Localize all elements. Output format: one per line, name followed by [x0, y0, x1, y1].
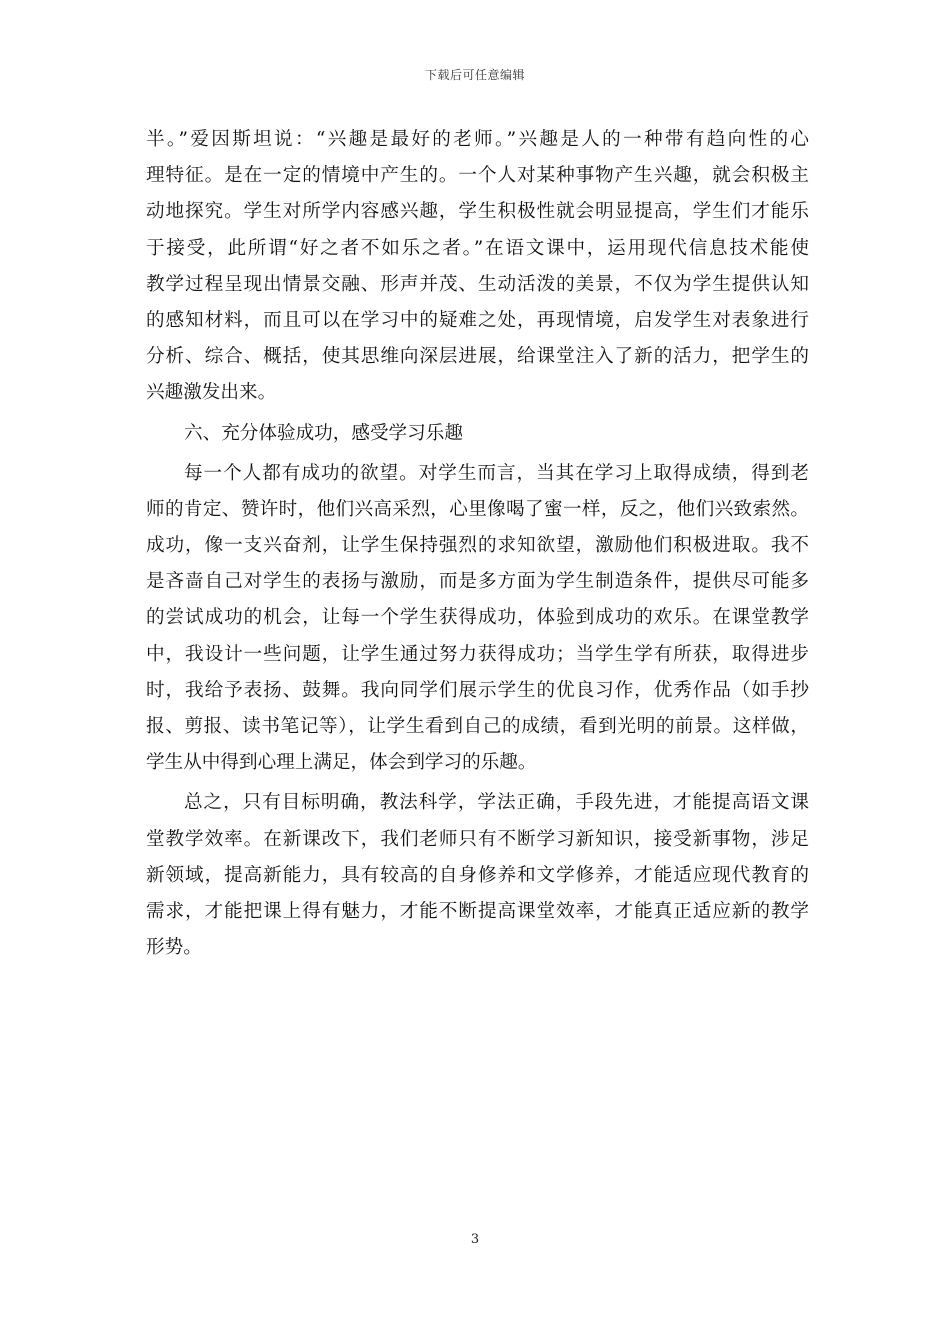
- document-body: [146, 122, 809, 966]
- text-line: 总之，只有目标明确，教法科学，学法正确，手段先进，才能提高语文课: [184, 792, 809, 814]
- text-line: 报、剪报、读书笔记等），让学生看到自己的成绩，看到光明的前景。这样做，: [146, 716, 809, 737]
- text-line: 时，我给予表扬、鼓舞。我向同学们展示学生的优良习作，优秀作品（如手抄: [146, 679, 809, 701]
- text-line: 学生从中得到心理上满足，体会到学习的乐趣。: [146, 752, 537, 774]
- text-line: 理特征。是在一定的情境中产生的。一个人对某种事物产生兴趣，就会积极主: [146, 165, 809, 187]
- page-number: 3: [470, 1232, 480, 1247]
- section-heading: 六、充分体验成功，感受学习乐趣: [184, 422, 463, 444]
- text-line: 兴趣激发出来。: [146, 382, 277, 404]
- text-line: 教学过程呈现出情景交融、形声并茂、生动活泼的美景，不仅为学生提供认知: [146, 273, 809, 295]
- text-line: 是吝啬自己对学生的表扬与激励，而是多方面为学生制造条件，提供尽可能多: [146, 571, 809, 593]
- text-line: 分析、综合、概括，使其思维向深层进展，给课堂注入了新的活力，把学生的: [146, 346, 809, 368]
- paragraph-success: [146, 456, 809, 782]
- text-line: 形势。: [146, 937, 202, 959]
- text-line: 中，我设计一些问题，让学生通过努力获得成功；当学生学有所获，取得进步: [146, 643, 809, 665]
- text-line: 新领域，提高新能力，具有较高的自身修养和文学修养，才能适应现代教育的: [146, 864, 809, 886]
- text-line: 半。”爱因斯坦说：“兴趣是最好的老师。”兴趣是人的一种带有趋向性的心: [146, 129, 809, 150]
- text-line: 堂教学效率。在新课改下，我们老师只有不断学习新知识，接受新事物，涉足: [146, 828, 809, 850]
- paragraph-interest: [146, 122, 809, 412]
- page-header: 下载后可任意编辑: [424, 68, 525, 82]
- text-line: 师的肯定、赞许时，他们兴高采烈，心里像喝了蜜一样，反之，他们兴致索然。: [146, 498, 809, 520]
- text-line: 成功，像一支兴奋剂，让学生保持强烈的求知欲望，激励他们积极进取。我不: [146, 535, 809, 557]
- text-line: 的尝试成功的机会，让每一个学生获得成功，体验到成功的欢乐。在课堂教学: [146, 607, 809, 629]
- paragraph-conclusion: [146, 785, 809, 966]
- text-line: 于接受，此所谓“好之者不如乐之者。”在语文课中，运用现代信息技术能使: [146, 237, 809, 259]
- text-line: 需求，才能把课上得有魅力，才能不断提高课堂效率，才能真正适应新的教学: [146, 900, 809, 922]
- text-line: 每一个人都有成功的欲望。对学生而言，当其在学习上取得成绩，得到老: [184, 462, 809, 484]
- text-line: 的感知材料，而且可以在学习中的疑难之处，再现情境，启发学生对表象进行: [146, 309, 809, 331]
- text-line: 动地探究。学生对所学内容感兴趣，学生积极性就会明显提高，学生们才能乐: [146, 201, 809, 223]
